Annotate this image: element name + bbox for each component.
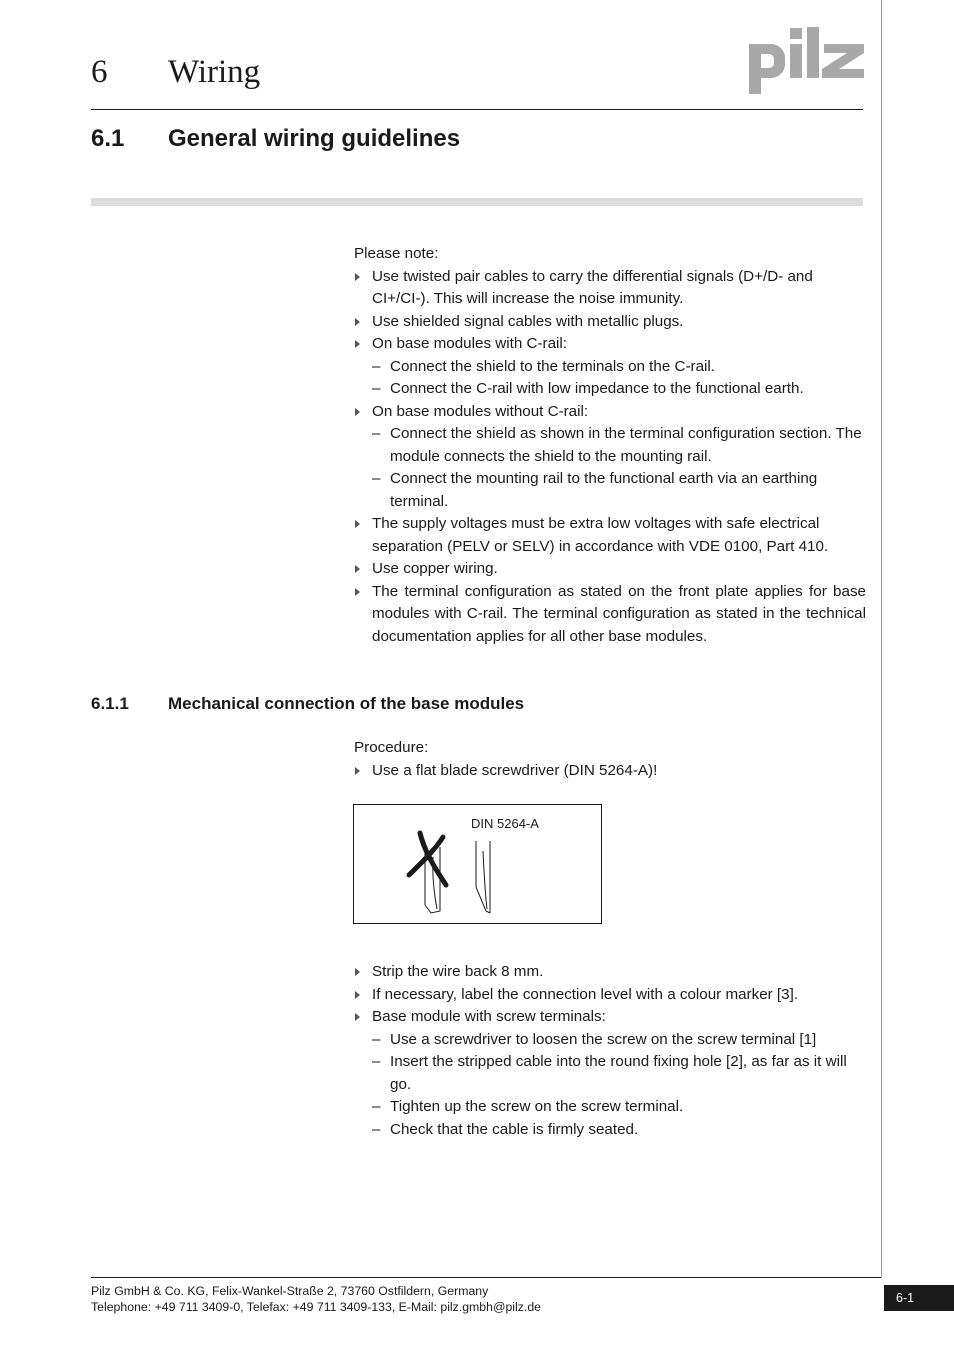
sub-list-item <box>354 378 866 401</box>
footer-address: Pilz GmbH & Co. KG, Felix-Wankel-Straße 2, 73760 Ostfildern, Germany <box>91 1284 489 1298</box>
side-rule <box>881 0 882 1278</box>
sub-list-item-text: Tighten up the screw on the screw terminal. <box>390 1098 684 1115</box>
bullet-triangle-icon <box>355 588 360 596</box>
bullet-triangle-icon <box>355 340 360 348</box>
list-item-text: If necessary, label the connection level with a colour marker [3]. <box>372 985 799 1003</box>
footer-contact: Telephone: +49 711 3409-0, Telefax: +49 711 3409-133, E-Mail: pilz.gmbh@pilz.de <box>91 1300 542 1314</box>
list-item <box>354 961 866 984</box>
sub-list-item <box>354 468 866 513</box>
list-item-text: Use copper wiring. <box>372 560 498 577</box>
bullet-triangle-icon <box>355 767 360 775</box>
list-item <box>354 558 866 581</box>
list-item-text: Use twisted pair cables to carry the differential signals (D+/D- and CI+/CI-). This will increase the noise immunity. <box>372 267 813 307</box>
subsection-number: 6.1.1 <box>91 694 129 713</box>
list-item <box>354 760 866 783</box>
list-item-text: Strip the wire back 8 mm. <box>372 963 544 980</box>
dash-marker: – <box>372 1120 381 1138</box>
figure-caption: DIN 5264-A <box>471 816 539 831</box>
sub-list-item-text: Use a screwdriver to loosen the screw on the screw terminal [1] <box>390 1030 817 1048</box>
sub-list-item-text: Connect the mounting rail to the functional earth via an earthing terminal. <box>390 470 818 510</box>
footer-rule <box>91 1277 881 1278</box>
footer <box>91 1283 541 1315</box>
procedure-steps <box>354 961 866 1141</box>
sub-list-item <box>354 1096 866 1119</box>
procedure-intro: Procedure: <box>354 739 429 756</box>
chapter-number: 6 <box>91 54 108 90</box>
sub-list-item-text: Connect the C-rail with low impedance to the functional earth. <box>390 380 804 397</box>
list-item-text: Base module with screw terminals: <box>372 1008 606 1025</box>
dash-marker: – <box>372 1098 381 1115</box>
bullet-triangle-icon <box>355 968 360 976</box>
list-item <box>354 513 866 558</box>
sub-list-item <box>354 423 866 468</box>
bullet-triangle-icon <box>355 318 360 326</box>
list-item-text: The supply voltages must be extra low voltages with safe electrical separation (PELV or SELV) in accordance with VDE 0100, Part 410. <box>372 515 829 555</box>
sub-list-item <box>354 1029 866 1052</box>
page-number-tab <box>884 1285 954 1311</box>
list-item <box>354 333 866 356</box>
list-item <box>354 984 866 1007</box>
sub-list-item <box>354 356 866 379</box>
page-number: 6-1 <box>896 1291 915 1305</box>
list-item-text: Use shielded signal cables with metallic plugs. <box>372 312 684 330</box>
bullet-triangle-icon <box>355 565 360 573</box>
bullet-triangle-icon <box>355 520 360 528</box>
list-item <box>354 1006 866 1029</box>
sub-list-item-text: Connect the shield as shown in the terminal configuration section. The module connects the shield to the mounting rail. <box>390 425 862 465</box>
list-item-text: On base modules without C-rail: <box>372 402 589 420</box>
list-item <box>354 401 866 424</box>
chapter-title: Wiring <box>168 54 261 90</box>
dash-marker: – <box>372 357 381 375</box>
sub-list-item-text: Insert the stripped cable into the round fixing hole [2], as far as it will go. <box>390 1053 847 1093</box>
list-item <box>354 581 866 649</box>
guidelines-block <box>354 243 866 648</box>
screwdriver-figure <box>353 804 602 924</box>
dash-marker: – <box>372 470 381 487</box>
sub-list-item <box>354 1119 866 1142</box>
sub-list-item <box>354 1051 866 1096</box>
list-item <box>354 311 866 334</box>
screwdriver-correct-icon <box>476 841 490 913</box>
procedure-list <box>354 961 866 1141</box>
bullet-triangle-icon <box>355 991 360 999</box>
pilz-logo <box>748 26 866 96</box>
section-title: General wiring guidelines <box>168 125 461 152</box>
guidelines-intro: Please note: <box>354 245 439 262</box>
procedure-block <box>354 737 866 782</box>
sub-list-item-text: Connect the shield to the terminals on the C-rail. <box>390 357 716 375</box>
dash-marker: – <box>372 1053 381 1070</box>
list-item-text: The terminal configuration as stated on the front plate applies for base modules with C-rail. The terminal configuration as stated in the technical documentation applies for all other base modules. <box>372 582 866 645</box>
bullet-triangle-icon <box>355 1013 360 1021</box>
list-item-text: On base modules with C-rail: <box>372 335 567 352</box>
list-item <box>354 266 866 311</box>
dash-marker: – <box>372 380 381 397</box>
sub-list-item-text: Check that the cable is firmly seated. <box>390 1120 639 1138</box>
dash-marker: – <box>372 1030 381 1048</box>
bullet-triangle-icon <box>355 408 360 416</box>
section-number: 6.1 <box>91 125 125 152</box>
subsection-title: Mechanical connection of the base modules <box>168 694 525 713</box>
bullet-triangle-icon <box>355 273 360 281</box>
list-item-text: Use a flat blade screwdriver (DIN 5264-A)! <box>372 761 658 779</box>
section-divider <box>91 198 863 206</box>
guidelines-list <box>354 266 866 649</box>
header-rule <box>91 109 863 110</box>
dash-marker: – <box>372 425 381 442</box>
